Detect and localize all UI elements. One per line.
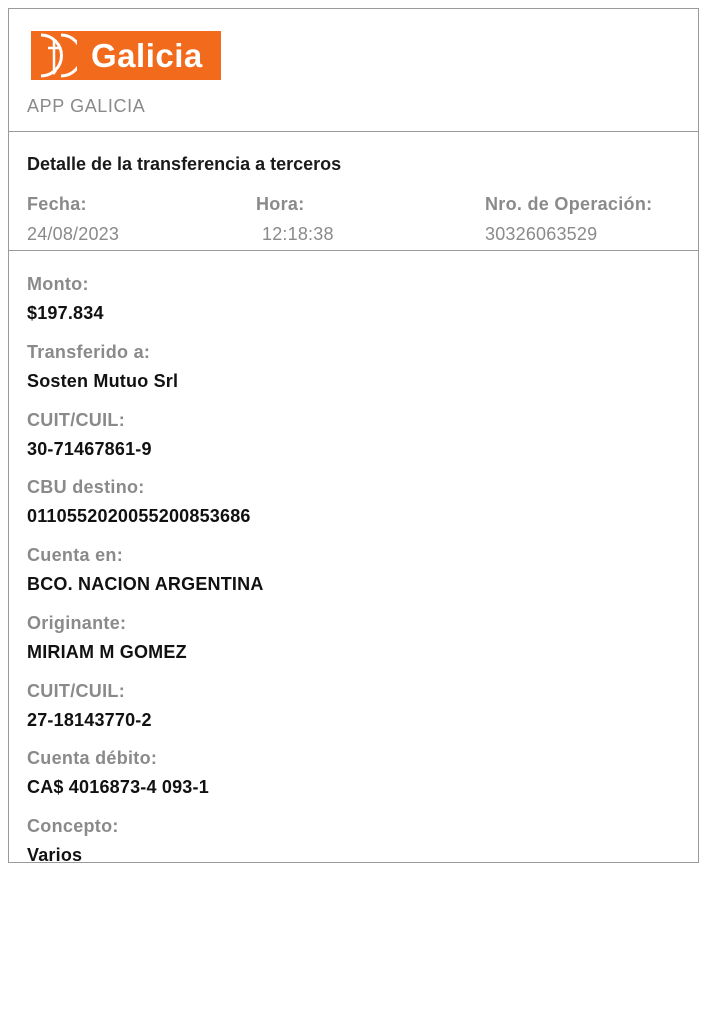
hora-value: 12:18:38 — [262, 224, 334, 244]
field-value: Sosten Mutuo Srl — [27, 370, 179, 391]
field-label: Monto: — [27, 274, 89, 294]
operacion-value: 30326063529 — [485, 224, 598, 244]
field-value: BCO. NACION ARGENTINA — [27, 574, 264, 594]
field-cuenta-en — [27, 544, 680, 612]
field-label: Transferido a: — [27, 341, 151, 362]
field-value: 0110552020055200853686 — [27, 506, 251, 527]
galicia-logo — [31, 31, 221, 80]
field-label: Cuenta en: — [27, 545, 124, 565]
field-value: MIRIAM M GOMEZ — [27, 641, 187, 662]
field-cuenta-debito — [27, 747, 680, 815]
field-label: CUIT/CUIL: — [27, 409, 125, 430]
field-monto — [27, 273, 680, 341]
field-concepto — [27, 815, 680, 883]
app-name: APP GALICIA — [27, 96, 146, 116]
transfer-summary — [9, 132, 698, 251]
fecha-block — [27, 194, 119, 245]
receipt-header — [9, 9, 698, 132]
field-label: CBU destino: — [27, 477, 145, 498]
transfer-receipt — [8, 8, 699, 863]
field-value: $197.834 — [27, 303, 104, 323]
field-value: 27-18143770-2 — [27, 709, 152, 730]
field-cuit-originante — [27, 680, 680, 748]
logo-text: Galicia — [91, 37, 203, 74]
operacion-label: Nro. de Operación: — [485, 194, 653, 214]
field-label: Concepto: — [27, 816, 119, 836]
fecha-value: 24/08/2023 — [27, 224, 120, 244]
field-value: 30-71467861-9 — [27, 438, 152, 459]
galicia-emblem-icon — [31, 31, 77, 80]
fecha-label: Fecha: — [27, 194, 87, 214]
field-value: Varios — [27, 845, 83, 865]
transfer-details — [9, 251, 698, 883]
field-originante — [27, 612, 680, 680]
field-transferido-a — [27, 341, 680, 409]
operacion-block — [485, 194, 652, 245]
page-title: Detalle de la transferencia a terceros — [27, 154, 342, 174]
field-label: Cuenta débito: — [27, 748, 158, 769]
field-value: CA$ 4016873-4 093-1 — [27, 777, 209, 798]
hora-label: Hora: — [256, 194, 305, 214]
field-cuit-destino — [27, 409, 680, 477]
hora-block — [256, 194, 334, 245]
field-cbu-destino — [27, 476, 680, 544]
field-label: CUIT/CUIL: — [27, 680, 125, 701]
field-label: Originante: — [27, 612, 127, 633]
